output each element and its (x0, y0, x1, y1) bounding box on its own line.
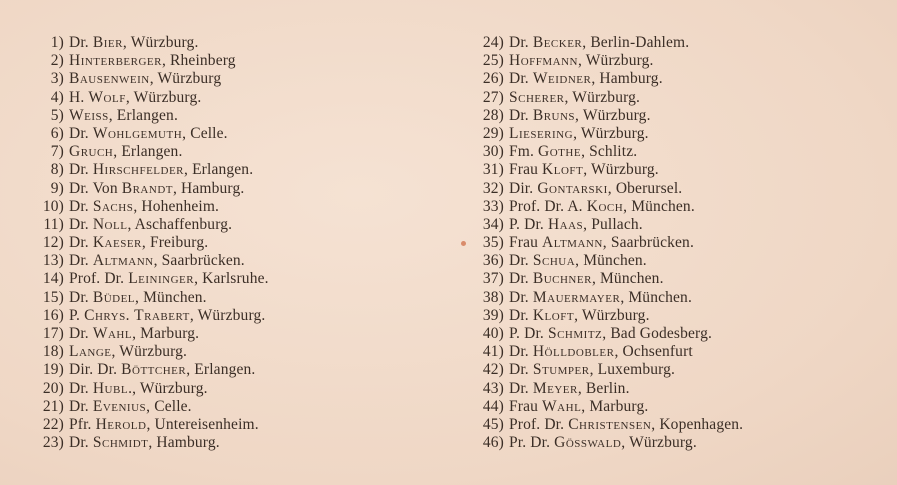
entry-name: Leininger (128, 270, 195, 288)
entry-place: , Würzburg. (575, 106, 651, 124)
list-item (468, 180, 743, 198)
entry-title: Pfr. (69, 415, 92, 433)
list-item (28, 380, 269, 398)
entry-title: Dr. (509, 306, 529, 324)
list-item (468, 89, 743, 107)
entry-number: 22) (42, 415, 64, 433)
entry-title: Dr. (69, 161, 89, 179)
entry-place: , Würzburg. (621, 434, 697, 452)
entry-name: Gösswald (554, 434, 622, 452)
entry-name: Hoffmann (509, 52, 578, 70)
list-item (468, 252, 743, 270)
entry-title: Dr. (69, 397, 89, 415)
entry-place: , Kopenhagen. (651, 415, 744, 433)
entry-place: , Marburg. (132, 325, 200, 342)
entry-place: , Erlangen. (186, 361, 256, 379)
entry-place: , Würzburg. (583, 161, 659, 179)
entry-title: Dr. (69, 325, 89, 342)
entry-title: Dr. (509, 288, 529, 306)
list-item (28, 161, 269, 179)
entry-place: , Bad Godesberg. (602, 325, 712, 342)
entry-place: , Marburg. (581, 397, 649, 415)
entry-place: , Würzburg. (125, 88, 202, 106)
entry-name: Kaeser (92, 234, 142, 252)
list-item (28, 252, 269, 270)
list-item (28, 361, 269, 379)
entry-place: , Würzburg. (578, 52, 654, 70)
entry-name: Koch (586, 197, 624, 215)
entry-place: ., Würzburg. (128, 379, 208, 397)
entry-number: 24) (482, 34, 504, 51)
entry-number: 37) (482, 270, 504, 288)
entry-number: 20) (42, 379, 64, 397)
entry-name: Hubl (92, 379, 129, 397)
list-item (468, 343, 743, 361)
list-item (468, 270, 743, 288)
entry-place: , Hamburg. (148, 434, 220, 452)
list-item (28, 198, 269, 216)
entry-name: Hinterberger (69, 52, 162, 70)
entry-number: 8) (50, 161, 64, 179)
list-item (468, 398, 743, 416)
entry-place: , Würzburg. (564, 88, 641, 106)
entry-number: 26) (482, 70, 504, 88)
entry-name: Hirschfelder (92, 161, 185, 179)
list-item (28, 234, 269, 252)
entry-title: Pr. Dr. (509, 434, 551, 452)
entry-name: Becker (532, 34, 583, 51)
entry-title: Dr. (69, 252, 89, 270)
entry-name: Kloft (532, 306, 575, 324)
entry-number: 6) (50, 124, 64, 142)
list-item (28, 398, 269, 416)
entry-name: Weiss (69, 106, 109, 124)
entry-place: , München. (135, 288, 207, 306)
entry-title: Dr. Von (69, 179, 118, 197)
entry-name: Schmitz (547, 325, 603, 342)
entry-title: H. (69, 88, 85, 106)
entry-number: 14) (42, 270, 64, 288)
list-item (28, 434, 269, 452)
entry-title: Dr. (509, 343, 529, 361)
entry-number: 42) (482, 361, 504, 379)
entry-title: Dr. (69, 434, 89, 452)
list-item (468, 198, 743, 216)
entry-title: Dr. (69, 197, 89, 215)
entry-name: Haas (547, 215, 584, 233)
entry-place: , Karlsruhe. (194, 270, 269, 288)
entry-name: Schmidt (92, 434, 149, 452)
entry-title: Dr. (509, 252, 529, 270)
entry-name: Bausenwein (69, 70, 150, 88)
entry-name: Mauermayer (532, 288, 621, 306)
entry-name: Weidner (532, 70, 592, 88)
list-item (28, 70, 269, 88)
participant-list-right (468, 34, 743, 452)
entry-number: 9) (50, 179, 64, 197)
entry-place: , Berlin-Dahlem. (582, 34, 690, 51)
entry-title: Frau (509, 397, 539, 415)
entry-number: 7) (50, 143, 64, 161)
entry-name: Brandt (121, 179, 173, 197)
entry-number: 11) (43, 215, 64, 233)
list-item (468, 107, 743, 125)
entry-name: Bruns (532, 106, 576, 124)
list-item (468, 434, 743, 452)
entry-place: , Pullach. (583, 215, 643, 233)
entry-name: Stumper (532, 361, 590, 379)
entry-number: 41) (482, 343, 504, 361)
list-item (28, 307, 269, 325)
entry-number: 2) (50, 52, 64, 70)
list-item (468, 143, 743, 161)
list-item (468, 52, 743, 70)
entry-place: , Saarbrücken. (602, 234, 694, 252)
entry-title: Prof. Dr. (509, 415, 565, 433)
entry-place: , Würzburg. (574, 306, 650, 324)
entry-place: , Erlangen. (113, 143, 183, 161)
entry-place: , Luxemburg. (589, 361, 676, 379)
entry-place: , Saarbrücken. (153, 252, 245, 270)
entry-number: 15) (42, 288, 64, 306)
entry-title: Dir. (509, 179, 534, 197)
list-item (468, 234, 743, 252)
entry-name: Büdel (92, 288, 136, 306)
entry-place: , Celle. (146, 397, 192, 415)
list-item (28, 107, 269, 125)
list-item (468, 216, 743, 234)
entry-place: , Würzburg. (189, 306, 266, 324)
entry-title: Dr. (509, 70, 529, 88)
entry-title: Dr. (69, 34, 89, 51)
entry-number: 35) (482, 234, 504, 252)
entry-place: , Hohenheim. (133, 197, 220, 215)
entry-number: 34) (482, 215, 504, 233)
entry-title: Frau (509, 234, 539, 252)
entry-name: Sachs (92, 197, 134, 215)
entry-place: , Berlin. (577, 379, 630, 397)
entry-name: Kloft (542, 161, 584, 179)
entry-name: Hölldobler (532, 343, 615, 361)
entry-name: Wahl (542, 397, 582, 415)
list-item (28, 289, 269, 307)
entry-name: Noll (92, 215, 128, 233)
entry-number: 33) (482, 197, 504, 215)
entry-place: , München. (591, 270, 664, 288)
entry-place: , Erlangen. (184, 161, 254, 179)
entry-place: , Würzburg (149, 70, 222, 88)
entry-place: , Hamburg. (591, 70, 663, 88)
entry-title: Dr. (69, 288, 89, 306)
entry-title: Dr. (69, 234, 89, 252)
entry-place: , München. (575, 252, 647, 270)
entry-name: Altmann (92, 252, 154, 270)
entry-number: 25) (482, 52, 504, 70)
entry-title: Prof. Dr. A. (509, 197, 583, 215)
entry-place: , Erlangen. (108, 106, 178, 124)
entry-name: Gothe (538, 143, 582, 161)
entry-name: Scherer (509, 88, 565, 106)
entry-place: , Rheinberg (161, 52, 236, 70)
entry-title: P. (69, 306, 81, 324)
entry-name: Bier (92, 34, 123, 51)
entry-title: Frau (509, 161, 539, 179)
entry-name: Buchner (532, 270, 592, 288)
entry-number: 31) (482, 161, 504, 179)
entry-number: 4) (50, 88, 64, 106)
entry-title: Dr. (509, 270, 529, 288)
entry-place: , Celle. (182, 124, 228, 142)
entry-number: 12) (42, 234, 64, 252)
list-item (28, 143, 269, 161)
entry-number: 5) (50, 106, 64, 124)
entry-title: Fm. (509, 143, 535, 161)
entry-number: 39) (482, 306, 504, 324)
entry-number: 19) (42, 361, 64, 379)
entry-place: , Oberursel. (607, 179, 683, 197)
entry-place: , München. (620, 288, 692, 306)
list-item (28, 216, 269, 234)
entry-name: Altmann (542, 234, 603, 252)
entry-title: Prof. Dr. (69, 270, 125, 288)
entry-name: Herold (95, 415, 147, 433)
entry-name: Böttcher (121, 361, 187, 379)
entry-number: 27) (482, 88, 504, 106)
entry-place: , Hamburg. (172, 179, 245, 197)
list-item (28, 180, 269, 198)
entry-name: Gruch (69, 143, 114, 161)
entry-number: 30) (482, 143, 504, 161)
entry-number: 3) (50, 70, 64, 88)
entry-name: Wolf (88, 88, 126, 106)
entry-title: Dr. (509, 379, 529, 397)
entry-place: , Würzburg. (111, 343, 188, 361)
entry-number: 13) (42, 252, 64, 270)
entry-number: 17) (42, 325, 64, 342)
list-item (28, 52, 269, 70)
entry-name: Lange (69, 343, 112, 361)
list-item (28, 89, 269, 107)
list-item (28, 270, 269, 288)
entry-name: Evenius (92, 397, 147, 415)
participant-list-left (28, 34, 269, 452)
entry-title: Dr. (509, 361, 529, 379)
entry-name: Wahl (92, 325, 133, 342)
entry-title: P. Dr. (509, 325, 544, 342)
list-item (468, 325, 743, 343)
list-item (468, 289, 743, 307)
entry-title: P. Dr. (509, 215, 544, 233)
entry-number: 10) (42, 197, 64, 215)
entry-number: 43) (482, 379, 504, 397)
entry-number: 46) (482, 434, 504, 452)
entry-number: 32) (482, 179, 504, 197)
entry-title: Dr. (69, 124, 89, 142)
entry-title: Dr. (69, 215, 89, 233)
list-item (468, 34, 743, 52)
entry-name: Chrys. Trabert (84, 306, 190, 324)
entry-number: 44) (482, 397, 504, 415)
entry-place: , Untereisenheim. (146, 415, 259, 433)
list-item (28, 34, 269, 52)
list-item (28, 416, 269, 434)
entry-number: 16) (42, 306, 64, 324)
entry-number: 38) (482, 288, 504, 306)
entry-name: Liesering (509, 124, 574, 142)
entry-number: 1) (50, 34, 64, 51)
list-item (468, 416, 743, 434)
list-item (468, 125, 743, 143)
entry-title: Dir. Dr. (69, 361, 118, 379)
entry-number: 45) (482, 415, 504, 433)
entry-number: 23) (42, 434, 64, 452)
entry-place: , Würzburg. (122, 34, 199, 51)
entry-place: , Freiburg. (141, 234, 209, 252)
entry-name: Christensen (568, 415, 652, 433)
entry-name: Meyer (532, 379, 578, 397)
entry-name: Gontarski (537, 179, 608, 197)
list-item (468, 70, 743, 88)
list-item (468, 307, 743, 325)
entry-number: 21) (42, 397, 64, 415)
entry-place: , Aschaffenburg. (127, 215, 233, 233)
list-item (28, 343, 269, 361)
list-item (28, 325, 269, 343)
list-item (468, 380, 743, 398)
entry-name: Wohlgemuth (92, 124, 183, 142)
entry-place: , Würzburg. (573, 124, 649, 142)
entry-place: , Schlitz. (581, 143, 638, 161)
entry-title: Dr. (509, 34, 529, 51)
entry-number: 40) (482, 325, 504, 342)
entry-title: Dr. (69, 379, 89, 397)
list-item (28, 125, 269, 143)
entry-number: 36) (482, 252, 504, 270)
entry-name: Schua (532, 252, 576, 270)
entry-place: , Ochsenfurt (614, 343, 693, 361)
entry-number: 29) (482, 124, 504, 142)
list-item (468, 361, 743, 379)
entry-title: Dr. (509, 106, 529, 124)
entry-number: 28) (482, 106, 504, 124)
entry-number: 18) (42, 343, 64, 361)
marker-dot (461, 241, 466, 246)
entry-place: , München. (623, 197, 695, 215)
list-item (468, 161, 743, 179)
